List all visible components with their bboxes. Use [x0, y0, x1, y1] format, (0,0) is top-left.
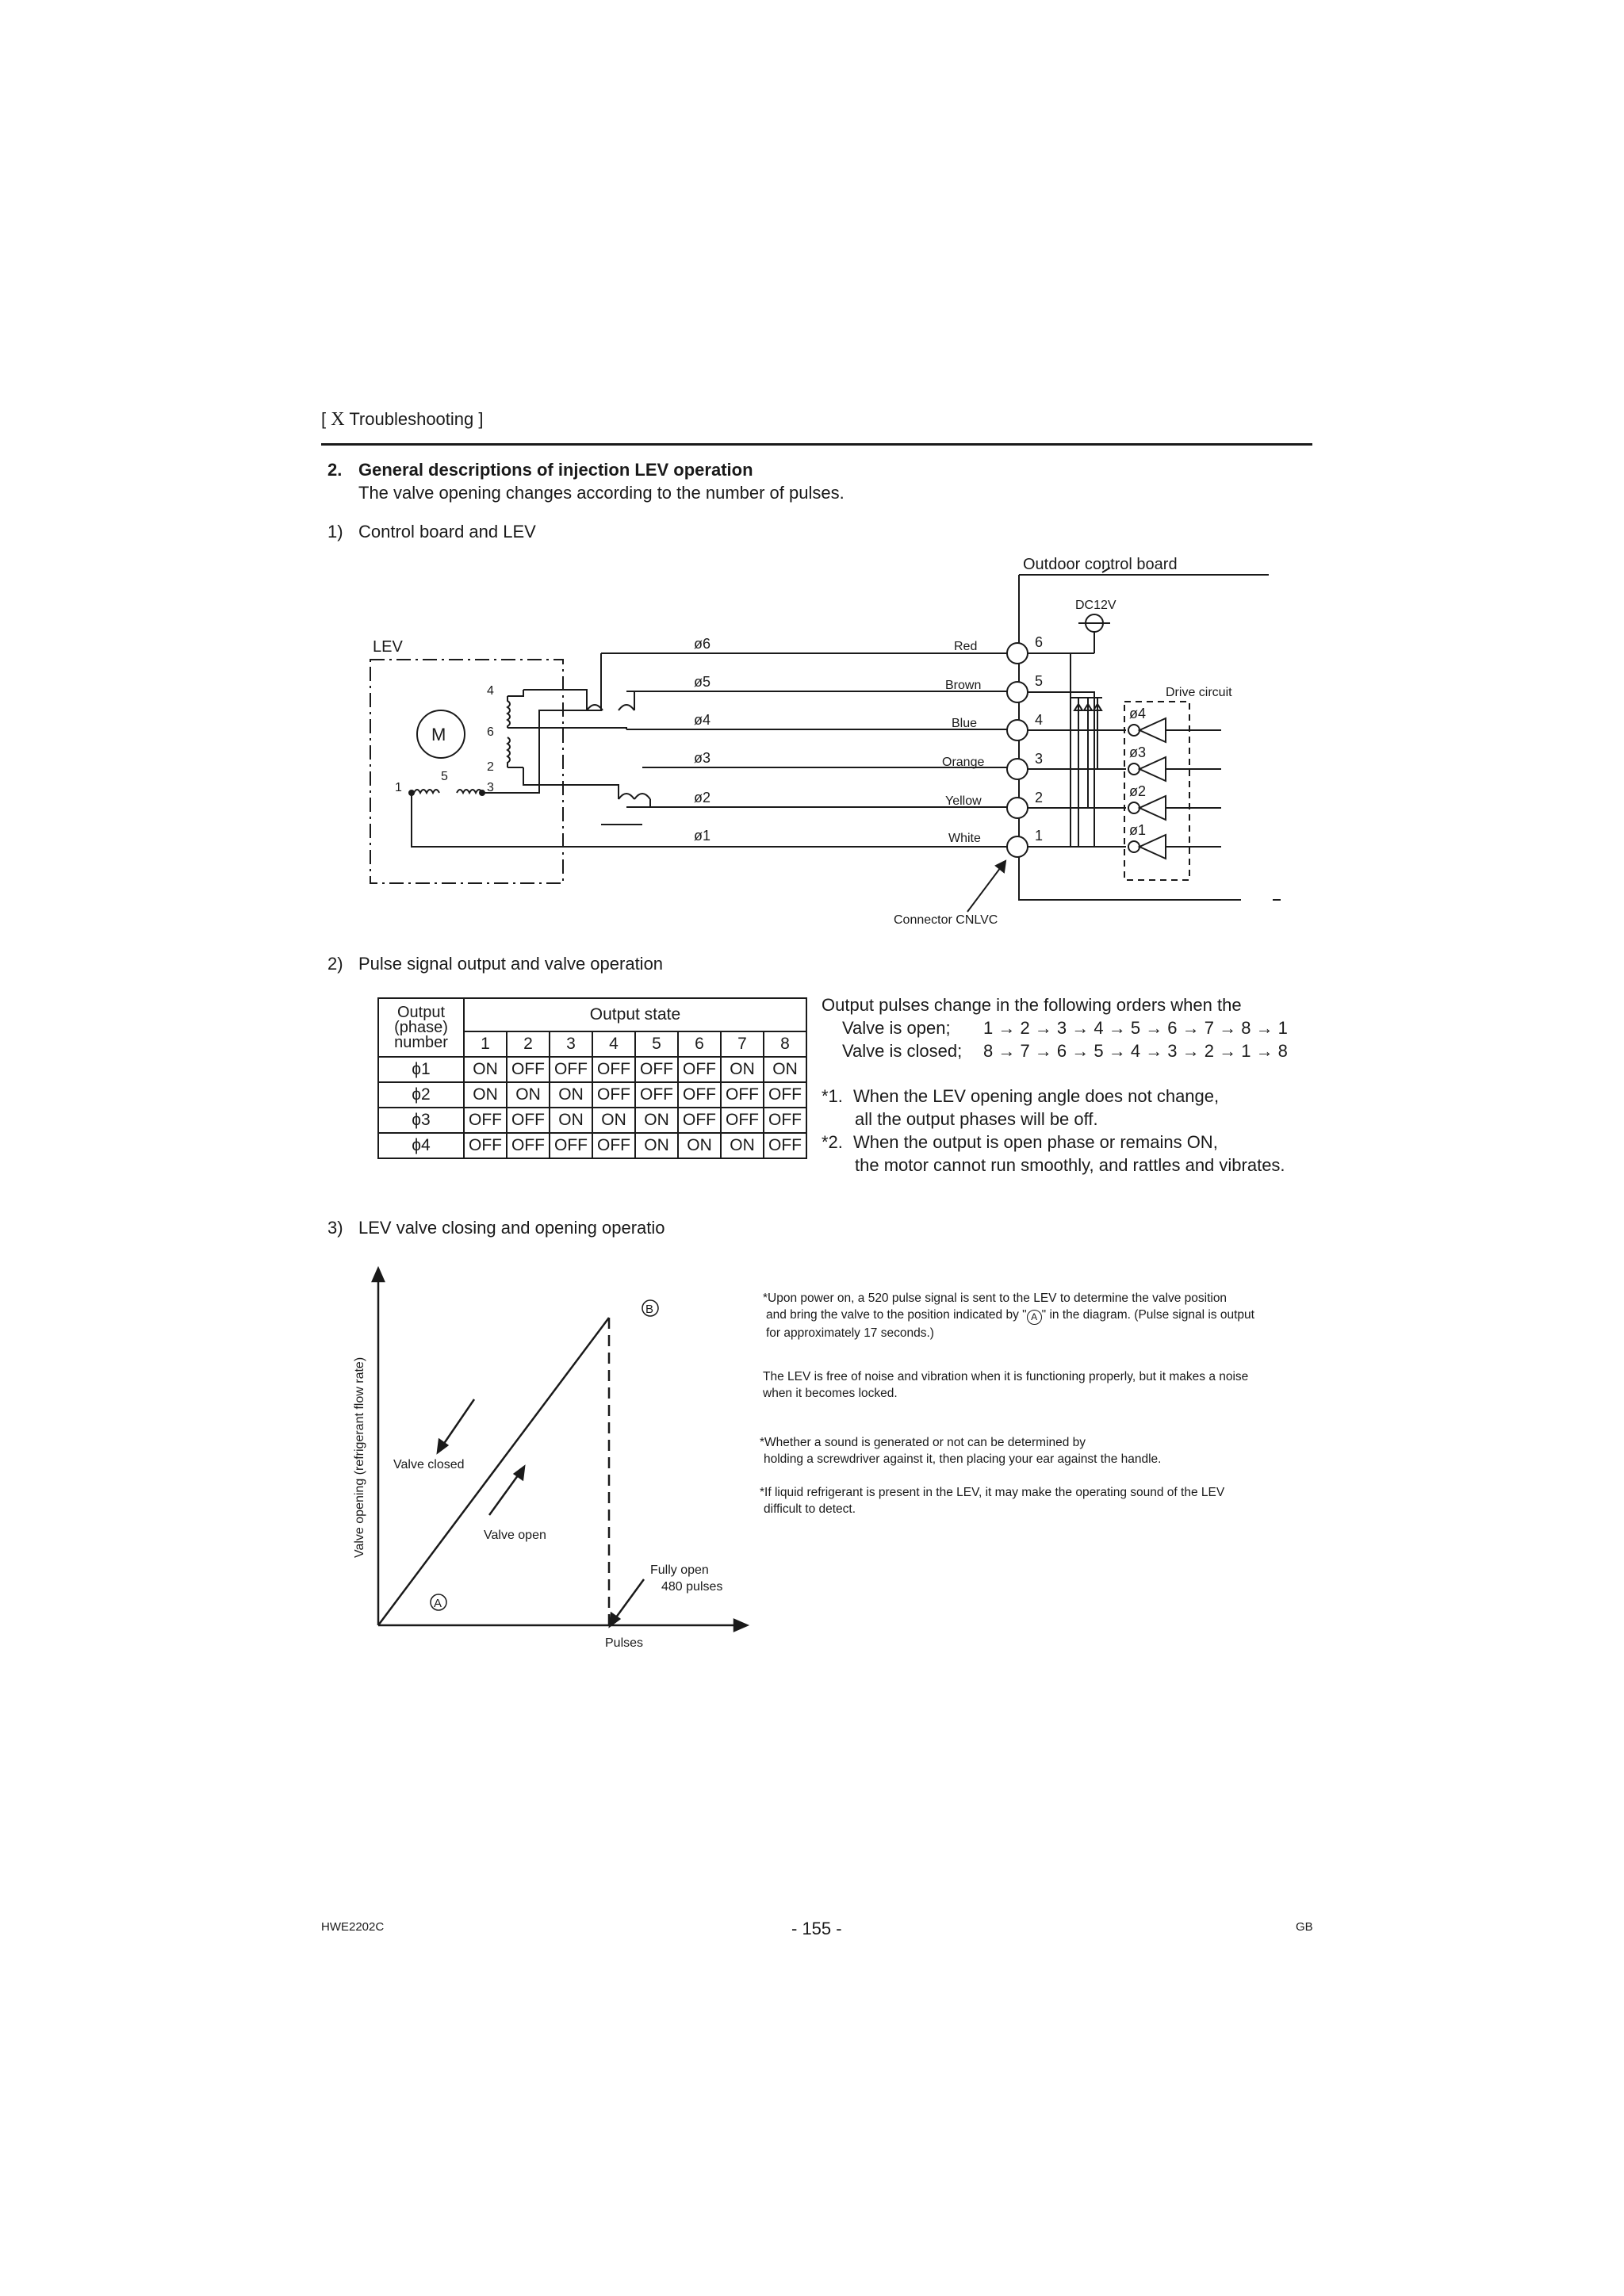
- table-row: ϕ3 OFF OFF ON ON ON OFF OFF OFF: [378, 1108, 806, 1133]
- note-liquid: *If liquid refrigerant is present in the LEV, it may make the operating sound of the LEV difficult to detect.: [760, 1486, 1225, 1516]
- footer-lang: GB: [1296, 1920, 1313, 1934]
- part2-number: 2): [327, 954, 343, 974]
- header-bracket: [: [321, 409, 327, 429]
- note1-mark: *1.: [822, 1086, 843, 1106]
- phase-label: ø6: [694, 636, 711, 652]
- table-row: ϕ1 ON OFF OFF OFF OFF OFF ON ON: [378, 1057, 806, 1082]
- valve-open-label: Valve open: [484, 1529, 546, 1542]
- section-number: 2.: [327, 460, 343, 480]
- coil-pin: 5: [441, 770, 448, 783]
- fully-open-label: Fully open: [650, 1563, 709, 1577]
- driver-label: ø2: [1129, 783, 1147, 799]
- connector-pin: 4: [1035, 712, 1044, 728]
- orders-intro: Output pulses change in the following orders when the: [822, 995, 1242, 1015]
- valve-opening-line: [378, 1318, 609, 1625]
- driver-label: ø1: [1129, 822, 1147, 838]
- driver-label: ø4: [1129, 706, 1147, 721]
- note2-line2: the motor cannot run smoothly, and rattles and vibrates.: [855, 1155, 1285, 1175]
- table-col-header: 6: [678, 1031, 721, 1057]
- wire-color: Brown: [945, 679, 982, 692]
- coil-pin: 1: [395, 781, 402, 794]
- table-col-header: 7: [721, 1031, 764, 1057]
- phase-label: ø2: [694, 790, 711, 806]
- connector-pin: 6: [1035, 634, 1044, 650]
- header-chapter: X: [331, 409, 345, 430]
- connector-label: Connector CNLVC: [894, 913, 998, 927]
- table-col-header: 4: [592, 1031, 635, 1057]
- section-title: General descriptions of injection LEV operation: [358, 460, 753, 480]
- coil-pin: 6: [487, 725, 494, 739]
- open-label: Valve is open;: [842, 1018, 951, 1038]
- note-screwdriver: *Whether a sound is generated or not can be determined by holding a screwdriver against it, then placing your ear against the handle.: [760, 1436, 1162, 1466]
- fully-open-pulses: 480 pulses: [661, 1580, 723, 1594]
- lev-label: LEV: [373, 638, 403, 656]
- closed-sequence: 8 → 7 → 6 → 5 → 4 → 3 → 2 → 1 → 8: [983, 1041, 1288, 1061]
- part3-heading: LEV valve closing and opening operatio: [358, 1218, 665, 1238]
- phase-label: ø5: [694, 674, 711, 690]
- connector-pin: 2: [1035, 790, 1044, 806]
- wire-color: White: [948, 832, 981, 845]
- point-b-label: B: [645, 1303, 654, 1316]
- note-noise: The LEV is free of noise and vibration when it is functioning properly, but it makes a noise when it becomes locked.: [763, 1370, 1249, 1400]
- connector-pin: 1: [1035, 828, 1044, 844]
- open-sequence: 1 → 2 → 3 → 4 → 5 → 6 → 7 → 8 → 1: [983, 1018, 1288, 1038]
- note2-mark: *2.: [822, 1132, 843, 1152]
- x-axis-label: Pulses: [605, 1636, 644, 1650]
- phase-label: ø3: [694, 750, 711, 766]
- phase-label: ø1: [694, 828, 711, 844]
- note1-line2: all the output phases will be off.: [855, 1109, 1098, 1129]
- table-col-header: 3: [550, 1031, 592, 1057]
- wire-color: Red: [954, 640, 978, 653]
- footer-page-number: - 155 -: [791, 1919, 842, 1938]
- circle-a-symbol: A: [1027, 1310, 1042, 1325]
- header-title: Troubleshooting ]: [349, 409, 484, 429]
- coil-pin: 2: [487, 760, 494, 774]
- table-state-header: Output state: [464, 998, 806, 1031]
- part3-number: 3): [327, 1218, 343, 1238]
- wire-color: Yellow: [945, 794, 982, 808]
- coil-pin: 4: [487, 684, 494, 698]
- part1-number: 1): [327, 522, 343, 541]
- connector-pin: 3: [1035, 751, 1044, 767]
- driver-label: ø3: [1129, 744, 1147, 760]
- part2-heading: Pulse signal output and valve operation: [358, 954, 664, 974]
- note1-line1: When the LEV opening angle does not change,: [853, 1086, 1220, 1106]
- coil-pin: 3: [487, 781, 494, 794]
- drive-circuit-label: Drive circuit: [1166, 686, 1232, 699]
- table-corner: Output (phase) number: [378, 998, 464, 1057]
- board-label: Outdoor control board: [1023, 556, 1178, 573]
- valve-closed-label: Valve closed: [393, 1458, 465, 1471]
- wire-color: Orange: [942, 756, 985, 769]
- note2-line1: When the output is open phase or remains ON,: [853, 1132, 1218, 1152]
- table-row: ϕ2 ON ON ON OFF OFF OFF OFF OFF: [378, 1082, 806, 1108]
- section-subtitle: The valve opening changes according to the number of pulses.: [358, 483, 845, 503]
- motor-label: M: [431, 725, 446, 744]
- phase-label: ø4: [694, 712, 711, 728]
- wire-color: Blue: [952, 717, 978, 730]
- y-axis-label: Valve opening (refrigerant flow rate): [353, 1357, 366, 1558]
- table-col-header: 8: [764, 1031, 806, 1057]
- part1-heading: Control board and LEV: [358, 522, 536, 541]
- table-col-header: 2: [507, 1031, 550, 1057]
- point-a-label: A: [434, 1597, 442, 1610]
- connector-pin: 5: [1035, 673, 1044, 689]
- dc12v-label: DC12V: [1075, 599, 1116, 612]
- note-power-on: *Upon power on, a 520 pulse signal is sent to the LEV to determine the valve position and bring the valve to the position indicated by " A " in the diagram. (Pulse signal is output for approximately 17 seconds.): [763, 1292, 1254, 1340]
- footer-doc-code: HWE2202C: [321, 1920, 385, 1934]
- table-col-header: 1: [464, 1031, 507, 1057]
- table-col-header: 5: [635, 1031, 678, 1057]
- closed-label: Valve is closed;: [842, 1041, 963, 1061]
- table-row: ϕ4 OFF OFF OFF OFF ON ON ON OFF: [378, 1133, 806, 1158]
